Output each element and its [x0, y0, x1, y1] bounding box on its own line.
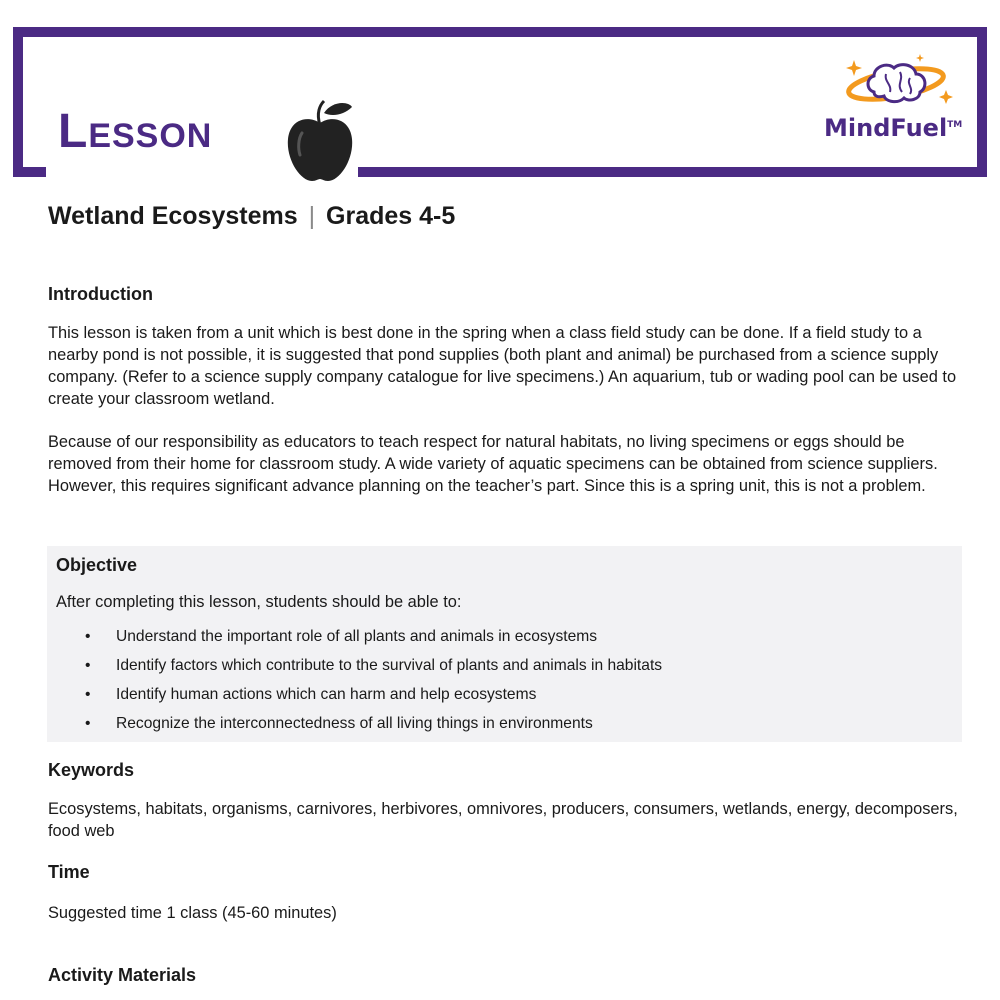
page-title: [48, 202, 455, 231]
trademark-mark: TM: [947, 120, 963, 130]
grade-level: Grades 4-5: [326, 202, 456, 230]
objective-intro: After completing this lesson, students should be able to:: [56, 593, 462, 611]
mindfuel-logo: [818, 52, 968, 152]
header-frame-bottom-left: [13, 167, 46, 177]
header-frame-left: [13, 27, 23, 177]
activity-materials-heading: Activity Materials: [48, 965, 197, 985]
bullet-marker: •: [85, 628, 91, 645]
header-frame-right: [977, 27, 987, 177]
brain-orbit-icon: [834, 52, 954, 116]
objective-item-text: Understand the important role of all plants and animals in ecosystems: [116, 628, 598, 645]
introduction-paragraph-2: Because of our responsibility as educators to teach respect for natural habitats, no living specimens or eggs should be removed from their home for classroom study. A wide variety of aquatic specimens can be obtained from science suppliers. However, this requires significant advance planning on the teacher’s part. Since this is a spring unit, this is not a problem.: [48, 433, 938, 495]
apple-icon: [286, 99, 354, 183]
objective-item-text: Recognize the interconnectedness of all living things in environments: [116, 715, 593, 732]
introduction-heading: Introduction: [48, 284, 153, 304]
objective-heading: Objective: [56, 555, 138, 575]
objective-item: [47, 628, 662, 657]
bullet-marker: •: [85, 715, 91, 732]
title-separator: |: [308, 202, 316, 230]
objective-item-text: Identify factors which contribute to the survival of plants and animals in habitats: [116, 657, 663, 674]
objective-item: [47, 657, 662, 686]
objective-item: [47, 686, 662, 715]
keywords-text: Ecosystems, habitats, organisms, carnivores, herbivores, omnivores, producers, consumers, wetlands, energy, decomposers, food web: [48, 800, 958, 840]
objective-box: [47, 546, 962, 742]
time-heading: Time: [48, 862, 90, 882]
header-frame-bottom-right: [358, 167, 987, 177]
header-frame-top: [13, 27, 987, 37]
objective-item-text: Identify human actions which can harm and help ecosystems: [116, 686, 537, 703]
introduction-paragraph-1: This lesson is taken from a unit which is best done in the spring when a class field study can be done. If a field study to a nearby pond is not possible, it is suggested that pond supplies (both plant and animal) be purchased from a science supply company. (Refer to a science supply company catalogue for live specimens.) An aquarium, tub or wading pool can be used to create your classroom wetland.: [48, 324, 957, 408]
time-text: Suggested time 1 class (45-60 minutes): [48, 904, 337, 922]
bullet-marker: •: [85, 686, 91, 703]
keywords-heading: Keywords: [48, 760, 135, 780]
brand-name: MindFuel™: [824, 114, 963, 142]
lesson-label: Lesson: [58, 105, 213, 158]
bullet-marker: •: [85, 657, 91, 674]
objective-item: [47, 715, 662, 744]
objective-list: [47, 628, 662, 744]
topic-title: Wetland Ecosystems: [48, 202, 298, 230]
